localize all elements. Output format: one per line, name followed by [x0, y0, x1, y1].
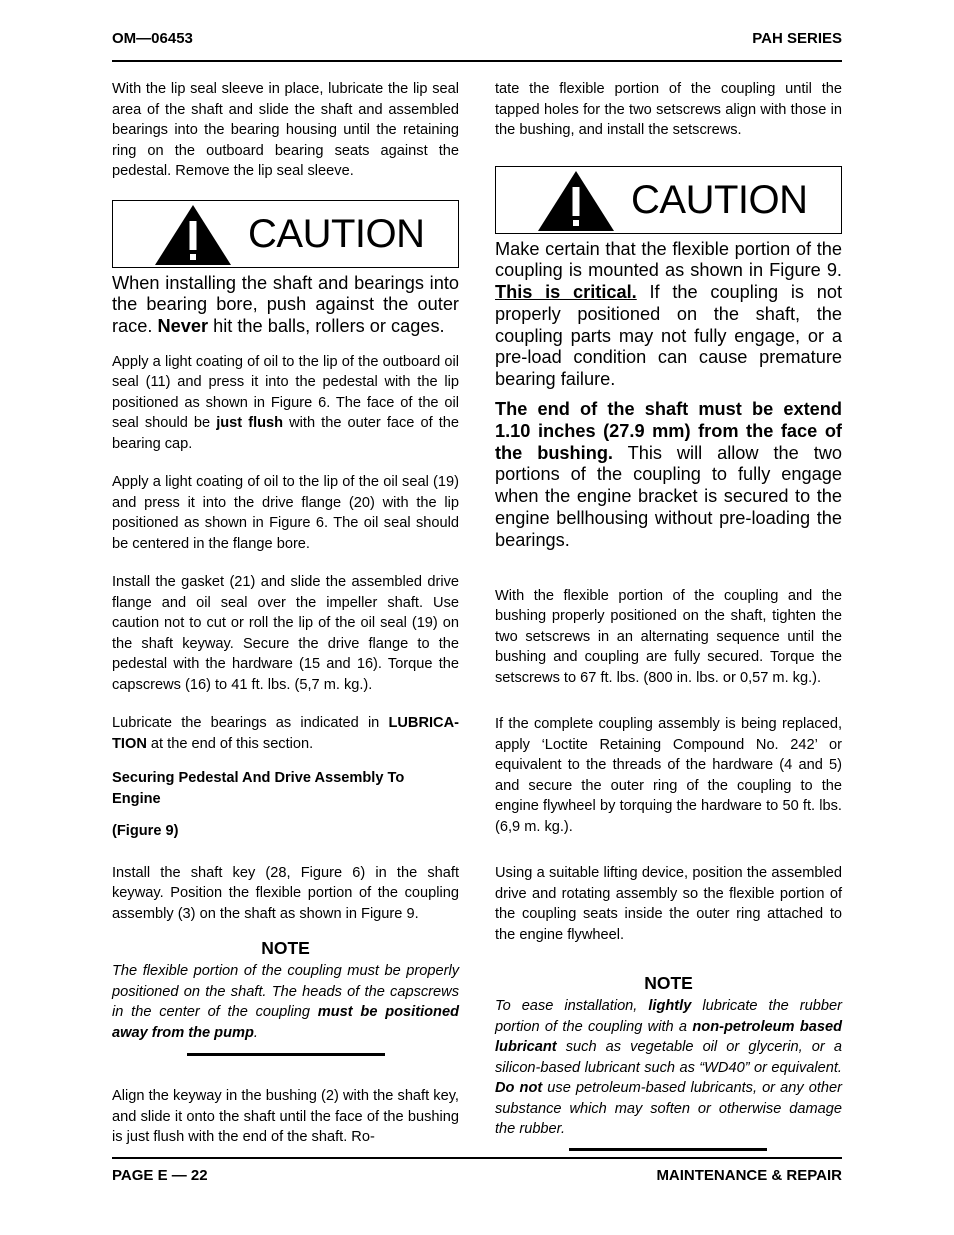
text-run-bold: LUBRICA-TION	[112, 715, 459, 752]
note-title: NOTE	[261, 938, 310, 959]
caution-box	[495, 166, 842, 234]
paragraph: Install the gasket (21) and slide the assembled drive flange and oil seal over the impeller shaft. Use caution not to cut or roll the lip of the oil seal (19) on the shaft keyway. Secure the drive flange to the pedestal with the hardware (15 and 16). Torque the capscrews (16) to 41 ft. lbs. (5,7 m. kg.).	[112, 574, 459, 693]
paragraph	[112, 352, 459, 455]
doc-number: OM—06453	[112, 30, 193, 47]
note-end-rule	[187, 1053, 385, 1056]
header-rule	[112, 60, 842, 62]
text-run-bold: non-petroleum based lubricant	[495, 1018, 842, 1056]
warning-triangle-icon	[536, 169, 616, 233]
caution-label: CAUTION	[631, 177, 808, 222]
text-run: hit the balls, rollers or cages.	[208, 316, 445, 337]
text-run: If the coupling is not properly positioned on the shaft, the coupling parts may not fully engage, or a pre-load condition can cause premature bearing failure.	[495, 282, 842, 390]
note-text	[112, 961, 459, 1043]
caution-text	[495, 399, 842, 552]
text-run: To ease installation,	[495, 998, 649, 1015]
figure-reference: (Figure 9)	[112, 823, 179, 840]
page-number: PAGE E — 22	[112, 1167, 208, 1184]
footer-rule	[112, 1157, 842, 1159]
caution-box	[112, 200, 459, 268]
section-subheading: Securing Pedestal And Drive Assembly To Engine	[112, 770, 405, 807]
text-run-bold: Never	[157, 316, 209, 337]
text-run: When installing the shaft and bearings into the bearing bore, push against the outer race.	[112, 272, 459, 337]
text-run: at the end of this section.	[146, 735, 314, 752]
text-run-bold: must be positioned away from the pump	[112, 1004, 459, 1041]
note-title: NOTE	[644, 973, 693, 994]
text-run: with the outer face of the bearing cap.	[112, 415, 459, 452]
paragraph: Apply a light coating of oil to the lip of the oil seal (19) and press it into the drive flange (20) with the lip positioned as shown in Figure 6. The oil seal should be centered in the flange bore.	[112, 474, 459, 552]
text-run: This will allow the two portions of the coupling to fully engage when the engine bracket is secured to the engine bellhousing without pre-loading the bearings.	[495, 442, 842, 550]
paragraph: Using a suitable lifting device, position the assembled drive and rotating assembly so the flexible portion of the coupling seats inside the outer ring attached to the engine flywheel.	[495, 865, 842, 943]
paragraph: Install the shaft key (28, Figure 6) in the shaft keyway. Position the flexible portion of the coupling assembly (3) on the shaft as shown in Figure 9.	[112, 864, 459, 922]
paragraph: If the complete coupling assembly is being replaced, apply ‘Loctite Retaining Compound No. 242’ or equivalent to the threads of the hardware (4 and 5) and secure the outer ring of the coupling to the engine flywheel by torquing the hardware to 50 ft. lbs. (6,9 m. kg.).	[495, 716, 842, 835]
text-run: such as vegetable oil or glycerin, or a silicon-based lubricant such as “WD40” or equivalent.	[495, 1039, 842, 1076]
text-run: lubricate the rubber portion of the coupling with a	[495, 998, 842, 1035]
text-run: Make certain that the flexible portion of the coupling is mounted as shown in Figure 9.	[495, 238, 842, 281]
paragraph: With the flexible portion of the coupling and the bushing properly positioned on the shaft, tighten the two setscrews in an alternating sequence until the bushing and coupling are fully secured. Torque the setscrews to 67 ft. lbs. (800 in. lbs. or 0,57 m. kg.).	[495, 587, 842, 686]
note-end-rule	[569, 1148, 767, 1151]
warning-triangle-icon	[153, 203, 233, 267]
paragraph: Align the keyway in the bushing (2) with the shaft key, and slide it onto the shaft until the face of the bushing is just flush with the end of the shaft. Ro-	[112, 1088, 459, 1146]
text-run-bold: The end of the shaft must be extend 1.10 inches (27.9 mm) from the face of the bushing.	[495, 399, 842, 463]
text-run: Apply a light coating of oil to the lip of the outboard oil seal (11) and press it into the pedestal with the lip positioned as shown in Figure 6. The face of the oil seal should be	[112, 353, 459, 432]
text-run-bold: lightly	[648, 998, 692, 1015]
caution-text	[112, 273, 459, 338]
text-run: use petroleum-based lubricants, or any other substance which may soften or otherwise damage the rubber.	[495, 1080, 842, 1138]
text-run-underlined: This is critical.	[495, 282, 637, 303]
caution-text	[495, 239, 842, 392]
section-title: MAINTENANCE & REPAIR	[656, 1167, 842, 1184]
caution-label: CAUTION	[248, 211, 425, 256]
text-run: Lubricate the bearings as indicated in	[112, 715, 389, 732]
text-run-bold: Do not	[495, 1080, 543, 1097]
paragraph	[112, 713, 459, 754]
text-run-bold: just flush	[216, 415, 284, 432]
paragraph: With the lip seal sleeve in place, lubricate the lip seal area of the shaft and slide the shaft and assembled bearings into the bearing housing until the retaining ring on the outboard bearing seats against the pedestal. Remove the lip seal sleeve.	[112, 81, 459, 179]
left-column	[112, 79, 459, 1166]
text-run: .	[253, 1024, 258, 1041]
paragraph: tate the flexible portion of the coupling until the tapped holes for the two setscrews align with those in the bushing, and install the setscrews.	[495, 81, 842, 138]
right-column	[495, 79, 842, 1151]
series-title: PAH SERIES	[752, 30, 842, 47]
note-text	[495, 996, 842, 1140]
text-run: The flexible portion of the coupling must be properly positioned on the shaft. The heads of the capscrews in the center of the coupling	[112, 963, 459, 1021]
